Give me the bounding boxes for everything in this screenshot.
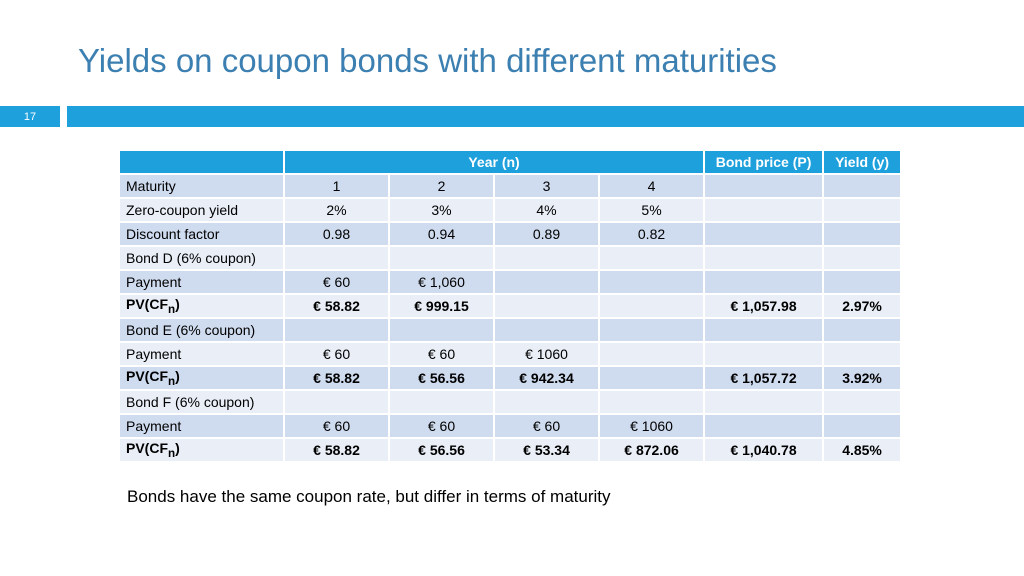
slide-title: Yields on coupon bonds with different maturities xyxy=(78,42,777,79)
year-3-cell xyxy=(494,270,599,294)
year-4-cell xyxy=(599,342,704,366)
year-3-cell: € 53.34 xyxy=(494,438,599,462)
yield-cell xyxy=(823,270,901,294)
year-3-cell xyxy=(494,390,599,414)
year-1-cell: € 60 xyxy=(284,414,389,438)
row-label-text: Discount factor xyxy=(126,226,220,242)
yield-cell xyxy=(823,342,901,366)
year-4-cell xyxy=(599,366,704,390)
row-label xyxy=(119,414,284,438)
year-2-cell: € 60 xyxy=(389,342,494,366)
table-row xyxy=(119,390,901,414)
row-label-text: Payment xyxy=(126,418,182,434)
bond-price-cell xyxy=(704,222,823,246)
header-accent-bar xyxy=(67,106,1024,127)
row-label-text: Bond D (6% coupon) xyxy=(126,250,256,266)
bond-price-cell: € 1,057.72 xyxy=(704,366,823,390)
bond-price-cell: € 1,057.98 xyxy=(704,294,823,318)
row-label xyxy=(119,390,284,414)
row-label-text: PV(CF xyxy=(126,440,168,457)
bond-price-cell xyxy=(704,318,823,342)
table-row xyxy=(119,342,901,366)
bond-price-cell xyxy=(704,342,823,366)
slide-number: 17 xyxy=(0,106,60,127)
year-1-cell: € 60 xyxy=(284,342,389,366)
year-3-cell: 4% xyxy=(494,198,599,222)
year-4-cell: € 872.06 xyxy=(599,438,704,462)
yield-cell: 3.92% xyxy=(823,366,901,390)
row-label xyxy=(119,318,284,342)
year-2-cell xyxy=(389,390,494,414)
table-row xyxy=(119,222,901,246)
bond-yield-table xyxy=(118,149,902,463)
header-empty-cell xyxy=(119,150,284,174)
header-bond-price: Bond price (P) xyxy=(704,150,823,174)
year-1-cell: 1 xyxy=(284,174,389,198)
table-row xyxy=(119,366,901,390)
year-1-cell: € 60 xyxy=(284,270,389,294)
table-row xyxy=(119,318,901,342)
year-3-cell: € 60 xyxy=(494,414,599,438)
slide-note: Bonds have the same coupon rate, but differ in terms of maturity xyxy=(127,487,611,506)
year-4-cell xyxy=(599,390,704,414)
row-label-suffix: ) xyxy=(175,440,180,457)
year-4-cell xyxy=(599,246,704,270)
row-label-subscript: n xyxy=(168,374,176,388)
year-1-cell: 0.98 xyxy=(284,222,389,246)
year-3-cell: 0.89 xyxy=(494,222,599,246)
row-label-text: Maturity xyxy=(126,178,176,194)
year-4-cell xyxy=(599,318,704,342)
row-label-suffix: ) xyxy=(175,368,180,385)
row-label-subscript: n xyxy=(168,302,176,316)
bond-price-cell xyxy=(704,414,823,438)
year-1-cell xyxy=(284,246,389,270)
bond-price-cell xyxy=(704,246,823,270)
year-2-cell: € 999.15 xyxy=(389,294,494,318)
row-label-suffix: ) xyxy=(175,296,180,313)
yield-cell xyxy=(823,390,901,414)
year-1-cell: 2% xyxy=(284,198,389,222)
row-label-subscript: n xyxy=(168,446,176,460)
year-4-cell xyxy=(599,270,704,294)
year-4-cell: 0.82 xyxy=(599,222,704,246)
yield-cell xyxy=(823,222,901,246)
year-2-cell: 2 xyxy=(389,174,494,198)
year-1-cell: € 58.82 xyxy=(284,438,389,462)
bond-price-cell xyxy=(704,270,823,294)
yield-cell xyxy=(823,198,901,222)
year-3-cell: € 1060 xyxy=(494,342,599,366)
year-3-cell xyxy=(494,294,599,318)
row-label-text: Payment xyxy=(126,346,182,362)
header-yield: Yield (y) xyxy=(823,150,901,174)
year-1-cell xyxy=(284,390,389,414)
year-2-cell: € 1,060 xyxy=(389,270,494,294)
year-2-cell: 0.94 xyxy=(389,222,494,246)
row-label xyxy=(119,438,284,462)
table-row xyxy=(119,270,901,294)
bond-price-cell: € 1,040.78 xyxy=(704,438,823,462)
year-2-cell xyxy=(389,318,494,342)
yield-cell xyxy=(823,246,901,270)
yield-cell xyxy=(823,318,901,342)
row-label xyxy=(119,198,284,222)
year-3-cell: 3 xyxy=(494,174,599,198)
header-year: Year (n) xyxy=(284,150,704,174)
yield-cell: 4.85% xyxy=(823,438,901,462)
year-2-cell xyxy=(389,246,494,270)
year-2-cell: 3% xyxy=(389,198,494,222)
year-4-cell: 5% xyxy=(599,198,704,222)
year-4-cell: € 1060 xyxy=(599,414,704,438)
year-2-cell: € 60 xyxy=(389,414,494,438)
row-label xyxy=(119,246,284,270)
row-label-text: Zero-coupon yield xyxy=(126,202,239,218)
row-label xyxy=(119,174,284,198)
yield-cell: 2.97% xyxy=(823,294,901,318)
year-2-cell: € 56.56 xyxy=(389,438,494,462)
table-row xyxy=(119,294,901,318)
year-4-cell: 4 xyxy=(599,174,704,198)
row-label xyxy=(119,270,284,294)
year-3-cell: € 942.34 xyxy=(494,366,599,390)
year-1-cell: € 58.82 xyxy=(284,366,389,390)
row-label xyxy=(119,366,284,390)
year-2-cell: € 56.56 xyxy=(389,366,494,390)
year-3-cell xyxy=(494,318,599,342)
table-row xyxy=(119,414,901,438)
table-row xyxy=(119,438,901,462)
year-1-cell xyxy=(284,318,389,342)
bond-price-cell xyxy=(704,198,823,222)
year-1-cell: € 58.82 xyxy=(284,294,389,318)
row-label-text: PV(CF xyxy=(126,296,168,313)
table-header-row xyxy=(119,150,901,174)
yield-cell xyxy=(823,174,901,198)
table-row xyxy=(119,174,901,198)
bond-price-cell xyxy=(704,390,823,414)
table-row xyxy=(119,198,901,222)
yield-cell xyxy=(823,414,901,438)
year-3-cell xyxy=(494,246,599,270)
bond-price-cell xyxy=(704,174,823,198)
table-row xyxy=(119,246,901,270)
row-label-text: Payment xyxy=(126,274,182,290)
year-4-cell xyxy=(599,294,704,318)
row-label xyxy=(119,294,284,318)
row-label xyxy=(119,222,284,246)
row-label-text: PV(CF xyxy=(126,368,168,385)
row-label-text: Bond F (6% coupon) xyxy=(126,394,255,410)
row-label xyxy=(119,342,284,366)
row-label-text: Bond E (6% coupon) xyxy=(126,322,256,338)
